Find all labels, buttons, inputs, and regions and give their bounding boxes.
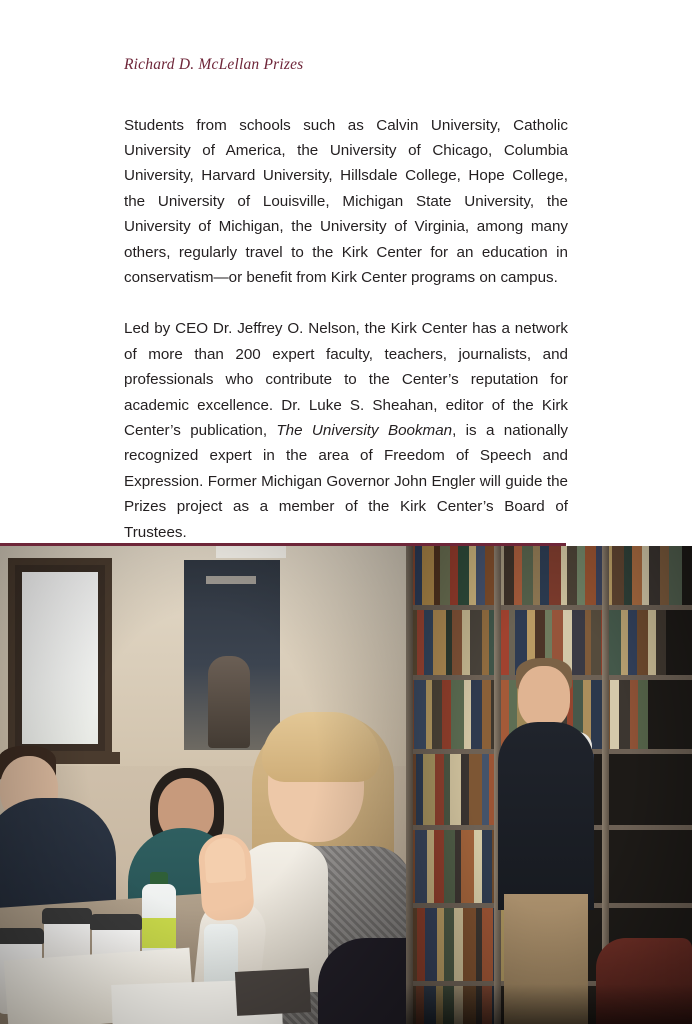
book-group-1 [406,546,692,610]
coffee-cup-1-lid [42,908,92,924]
dark-notebook [235,968,311,1016]
section-eyebrow-title: Richard D. McLellan Prizes [124,56,304,73]
student-3-hair-top [262,712,380,782]
publication-title: The University Bookman [276,422,453,440]
library-photo [406,546,692,1024]
water-bottle-label [142,918,176,948]
paragraph-leadership [124,316,568,545]
coffee-cup-2-lid [90,914,142,930]
library-stacks [406,546,692,1024]
shelf-row-1 [406,546,692,610]
window-glass [22,572,98,744]
shelf-upright-left [406,546,413,1024]
photo-band [0,546,692,1024]
library-patron-head [518,666,570,728]
library-floor-shadow [406,984,692,1024]
classroom-photo [0,546,406,1024]
paragraph-schools: Students from schools such as Calvin University, Catholic University of America, the University of Chicago, Columbia University, Harvard University, Hillsdale College, Hope College, the University of Louisville, Michigan State University, the University of Michigan, the University of Virginia, among many others, regularly travel to the Kirk Center for an education in conservatism—or benefit from Kirk Center programs on campus. [124,116,568,287]
coffee-cup-3-lid [0,928,44,944]
window-frame [8,558,112,758]
paragraph-leadership-part-2: , is a nationally recognized expert in the area of Freedom of Speech and Expression. Former Michigan Governor John Engler will guide the Prizes project as a member of the Kirk Center’s Board of Trustees. [124,422,568,541]
wall-poster [184,560,280,750]
student-3-raised-hand [197,832,255,921]
paragraph-leadership-part-1: Led by CEO Dr. Jeffrey O. Nelson, the Kirk Center has a network of more than 200 expert faculty, teachers, journalists, and professionals who contribute to the Center’s reputation for academic excellence. Dr. Luke S. Sheahan, editor of the Kirk Center’s publication, [124,320,568,440]
poster-figure [208,656,250,748]
article-text-block [124,56,568,545]
ceiling-light [216,546,286,558]
poster-title-bar [206,576,256,584]
library-patron-jacket [498,722,594,910]
